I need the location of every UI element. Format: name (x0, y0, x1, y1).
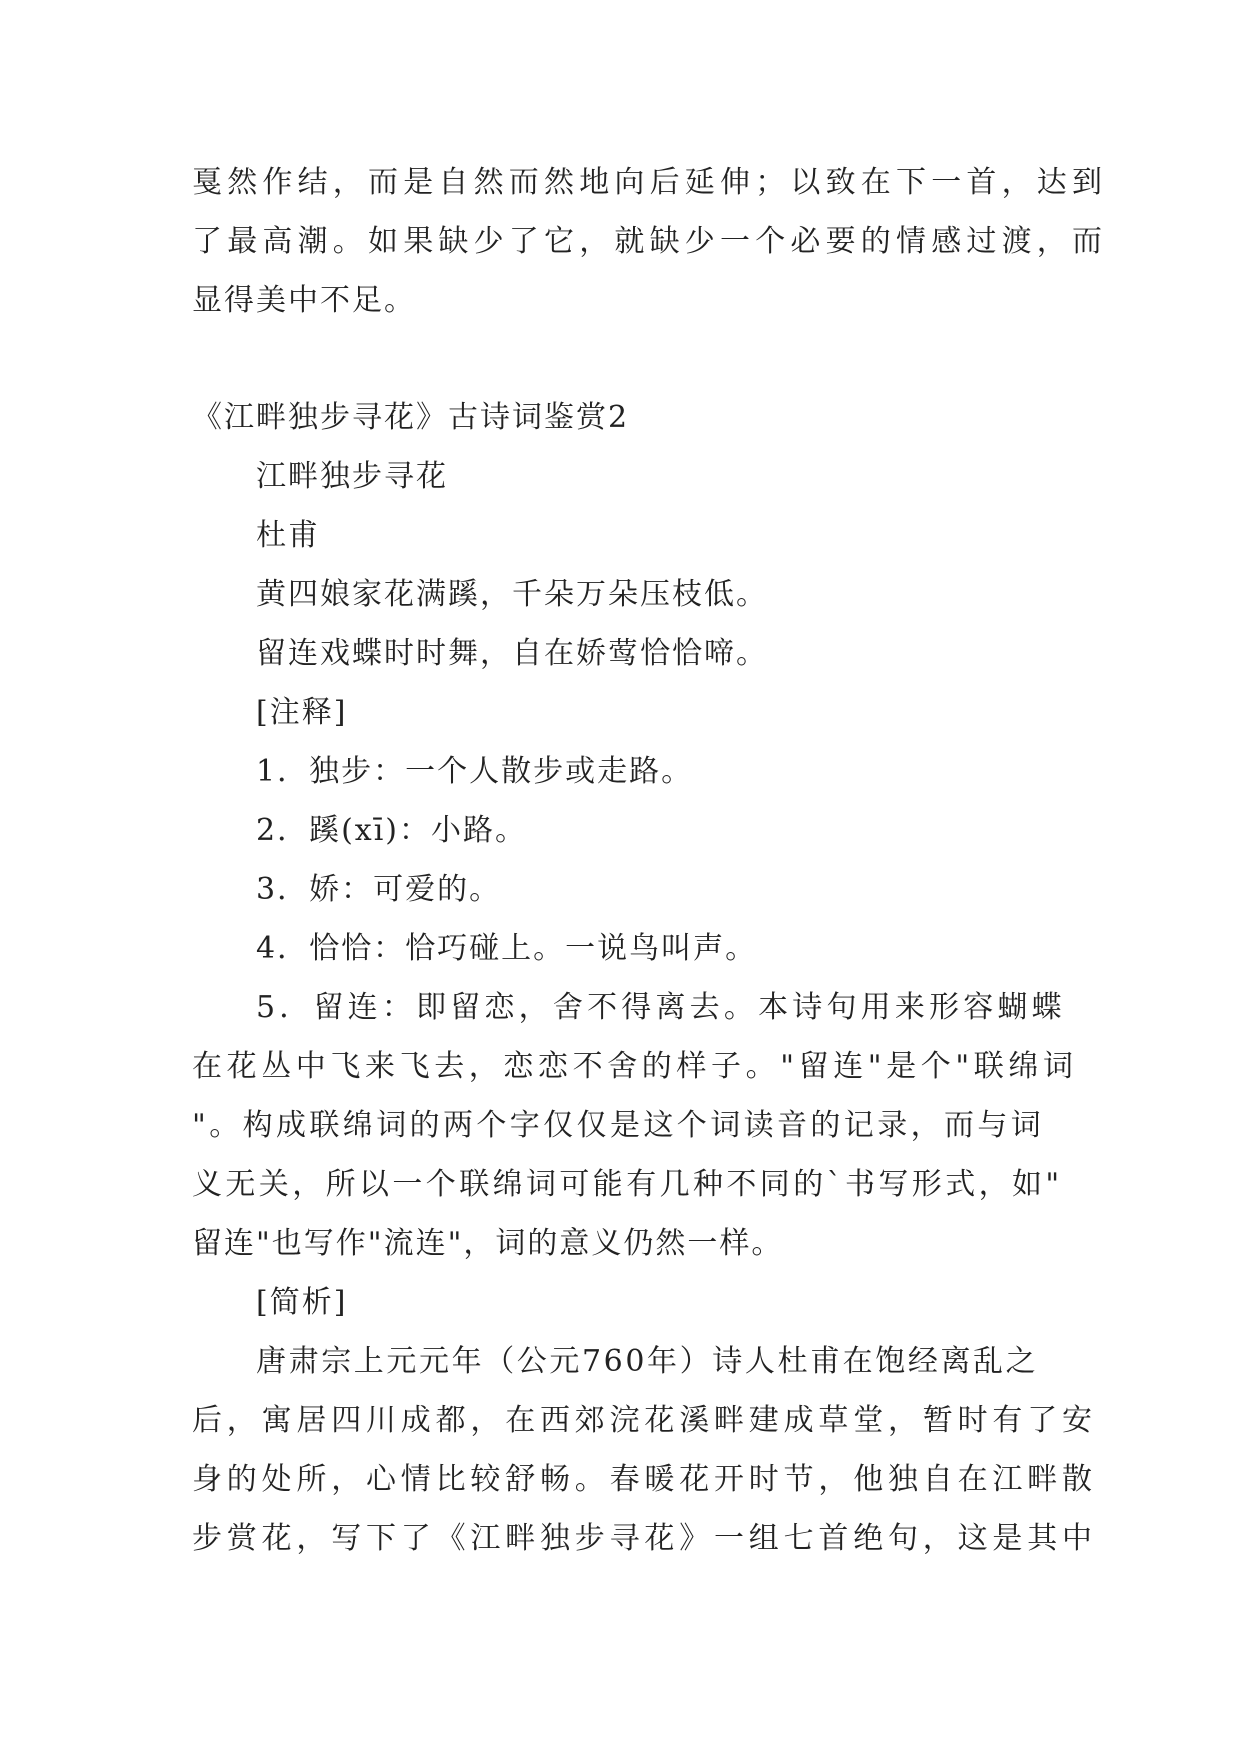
note-item: 4．恰恰：恰巧碰上。一说鸟叫声。 (256, 931, 758, 966)
note-item: 1．独步：一个人散步或走路。 (256, 754, 694, 789)
analysis-heading: [简析] (256, 1285, 348, 1320)
text-line: 了最高潮。如果缺少了它，就缺少一个必要的情感过渡，而 (192, 224, 1108, 259)
notes-heading: [注释] (256, 695, 348, 730)
text-line: 留连"也写作"流连"，词的意义仍然一样。 (192, 1226, 784, 1261)
note-item: 5．留连：即留恋，舍不得离去。本诗句用来形容蝴蝶 (256, 990, 1066, 1025)
text-line: 身的处所，心情比较舒畅。春暖花开时节，他独自在江畔散 (192, 1462, 1097, 1497)
text-line: 唐肃宗上元元年（公元760年）诗人杜甫在饱经离乱之 (256, 1344, 1039, 1379)
poem-line: 黄四娘家花满蹊，千朵万朵压枝低。 (256, 577, 768, 612)
poem-author: 杜甫 (256, 518, 320, 553)
note-item: 2．蹊(xī)：小路。 (256, 813, 528, 848)
section-heading: 《江畔独步寻花》古诗词鉴赏2 (192, 400, 630, 435)
text-line: 戛然作结，而是自然而然地向后延伸；以致在下一首，达到 (192, 165, 1108, 200)
text-line: 后，寓居四川成都，在西郊浣花溪畔建成草堂，暂时有了安 (192, 1403, 1097, 1438)
note-item: 3．娇：可爱的。 (256, 872, 502, 907)
poem-title: 江畔独步寻花 (256, 459, 448, 494)
poem-line: 留连戏蝶时时舞，自在娇莺恰恰啼。 (256, 636, 768, 671)
text-line: "。构成联绵词的两个字仅仅是这个词读音的记录，而与词 (192, 1108, 1045, 1143)
text-line: 步赏花，写下了《江畔独步寻花》一组七首绝句，这是其中 (192, 1521, 1097, 1556)
text-line: 义无关，所以一个联绵词可能有几种不同的`书写形式，如" (192, 1167, 1063, 1202)
text-line: 在花丛中飞来飞去，恋恋不舍的样子。"留连"是个"联绵词 (192, 1049, 1078, 1084)
text-line: 显得美中不足。 (192, 283, 416, 318)
